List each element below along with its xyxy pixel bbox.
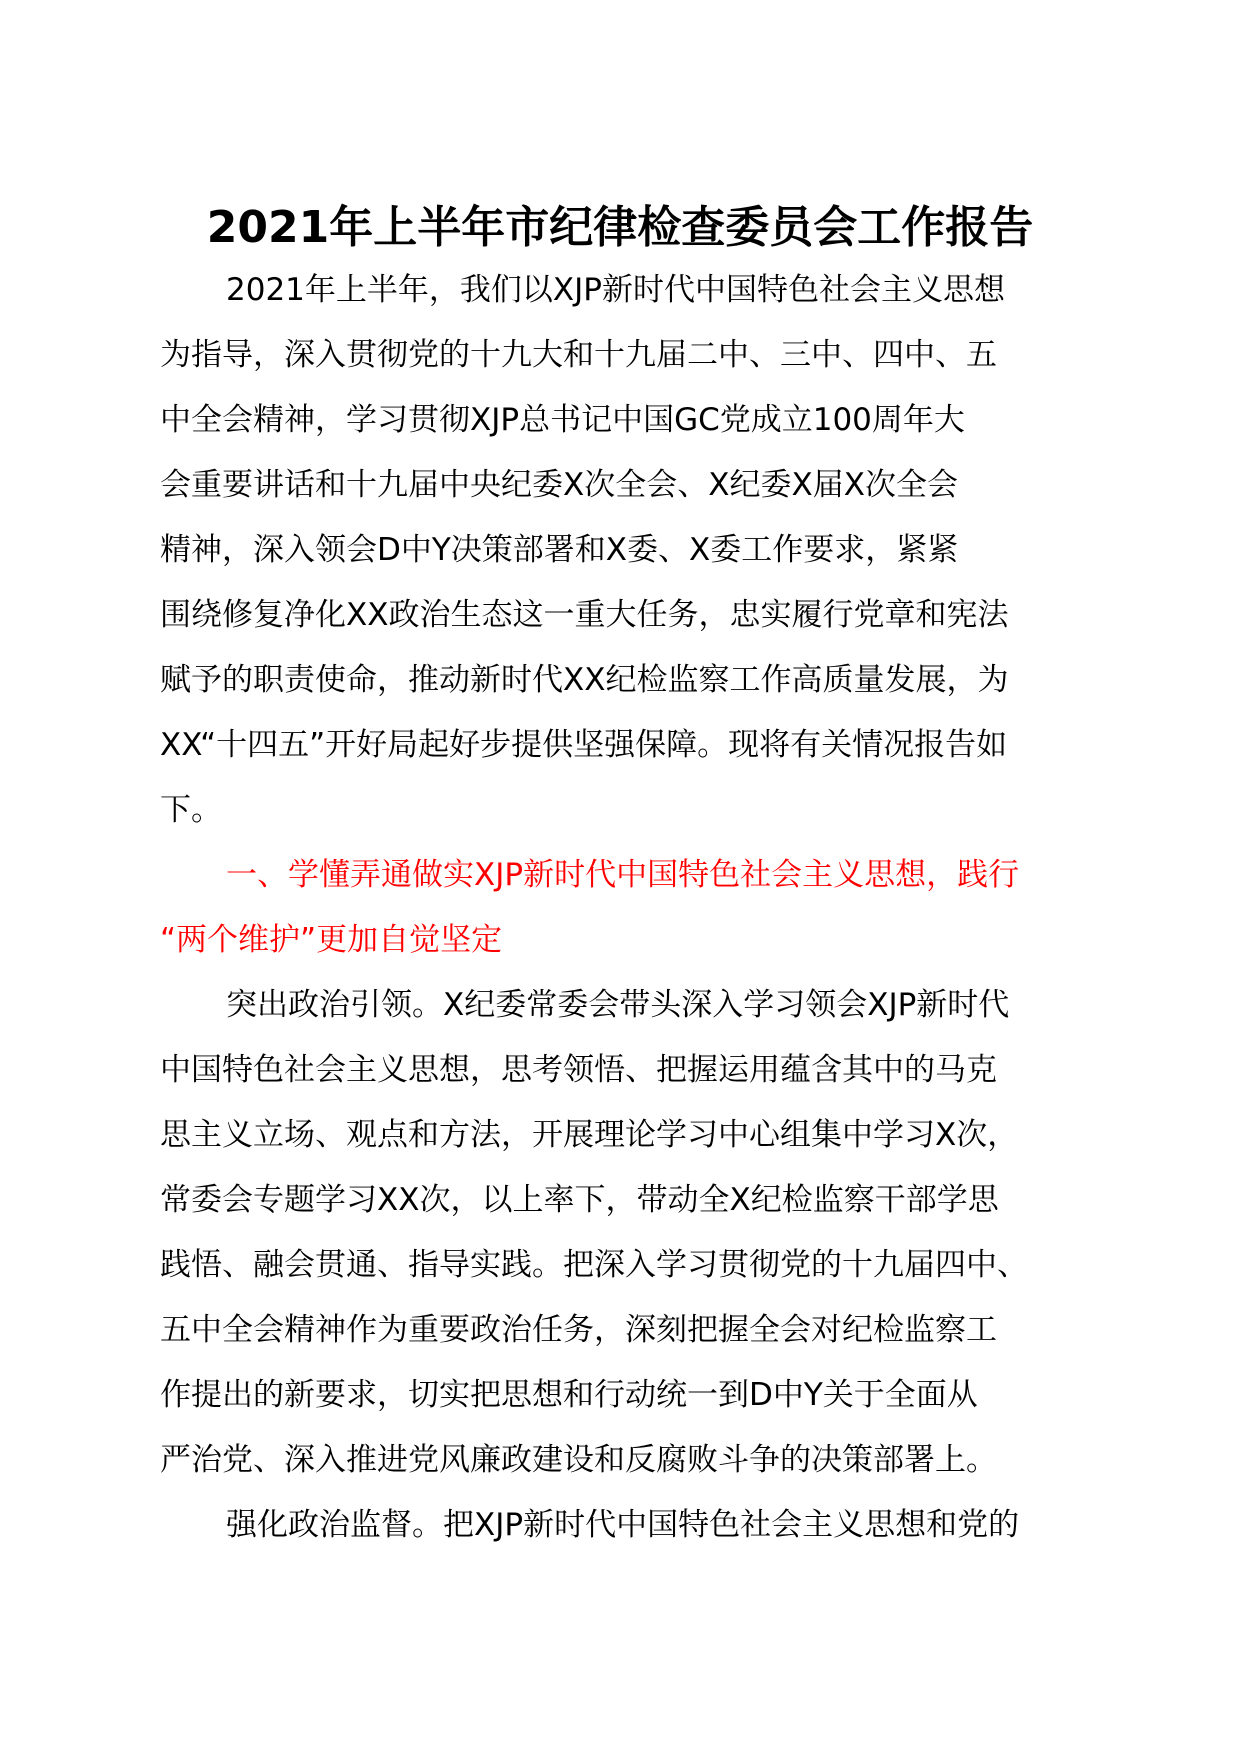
text-line: 会重要讲话和十九届中央纪委X次全会、X纪委X届X次全会 [160,467,958,503]
text-line: 五中全会精神作为重要政治任务，深刻把握全会对纪检监察工 [160,1312,997,1348]
heading-line: “两个维护”更加自觉坚定 [160,922,503,958]
text-line: 严治党、深入推进党风廉政建设和反腐败斗争的决策部署上。 [160,1442,997,1478]
text-line: 践悟、融会贯通、指导实践。把深入学习贯彻党的十九届四中、 [160,1247,1028,1283]
text-line: 思主义立场、观点和方法，开展理论学习中心组集中学习X次， [160,1117,1019,1153]
text-line: 下。 [160,792,222,828]
intro-paragraph [160,258,1096,843]
document-title: 2021年上半年市纪律检查委员会工作报告 [206,202,1034,253]
text-line: 为指导，深入贯彻党的十九大和十九届二中、三中、四中、五 [160,337,997,373]
text-line: 中全会精神，学习贯彻XJP总书记中国GC党成立100周年大 [160,402,965,438]
text-line: 2021年上半年，我们以XJP新时代中国特色社会主义思想 [226,272,1005,308]
text-line: 突出政治引领。X纪委常委会带头深入学习领会XJP新时代 [226,987,1010,1023]
text-line: 中国特色社会主义思想，思考领悟、把握运用蕴含其中的马克 [160,1052,997,1088]
text-line: 围绕修复净化XX政治生态这一重大任务，忠实履行党章和宪法 [160,597,1009,633]
text-line: 常委会专题学习XX次，以上率下，带动全X纪检监察干部学思 [160,1182,999,1218]
heading-line: 一、学懂弄通做实XJP新时代中国特色社会主义思想，践行 [226,857,1020,893]
section-heading [160,843,1096,973]
text-line: 赋予的职责使命，推动新时代XX纪检监察工作高质量发展，为 [160,662,1009,698]
text-line: 强化政治监督。把XJP新时代中国特色社会主义思想和党的 [226,1507,1020,1543]
text-line: 作提出的新要求，切实把思想和行动统一到D中Y关于全面从 [160,1377,978,1413]
text-line: XX“十四五”开好局起好步提供坚强保障。现将有关情况报告如 [160,727,1008,763]
text-line: 精神，深入领会D中Y决策部署和X委、X委工作要求，紧紧 [160,532,959,568]
paragraph-political-supervision [160,1493,1096,1558]
paragraph-political-guidance [160,973,1096,1493]
